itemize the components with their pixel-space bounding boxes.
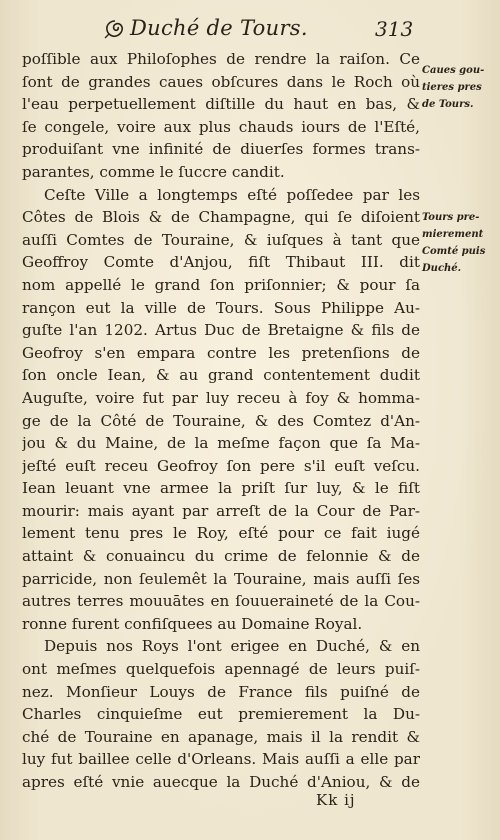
margin-note-line: Tours pre- — [422, 212, 480, 223]
text-line: Auguſte, voire fut par luy receu à foy & homma- — [22, 388, 420, 407]
text-line: ſont de grandes caues obſcures dans le Roch où — [22, 72, 420, 91]
text-line: parantes, comme le ſuccre candit. — [22, 162, 285, 181]
margin-note-line: Duché. — [422, 263, 462, 274]
text-line: nom appellé le grand ſon priſonnier; & pour ſa — [22, 275, 420, 294]
text-line: Geofroy s'en empara contre les pretenſions de — [22, 343, 420, 362]
text-line: parricide, non ſeulemêt la Touraine, mais auſſi ſes — [22, 569, 420, 588]
text-line: apres eſté vnie auecque la Duché d'Aniou, & de — [22, 773, 420, 791]
text-line: mourir: mais ayant par arreſt de la Cour de Par- — [22, 501, 420, 520]
text-line: luy fut baillee celle d'Orleans. Mais auſſi a elle par — [22, 750, 420, 769]
text-line: rançon eut la ville de Tours. Sous Philippe Au- — [22, 298, 420, 317]
page-number: 313 — [375, 17, 414, 41]
text-line: ſe congele, voire aux plus chauds iours de l'Eſté, — [22, 117, 420, 136]
text-line: Côtes de Blois & de Champagne, qui ſe diſoient — [22, 208, 420, 227]
running-title-text: Duché de Tours. — [130, 16, 308, 40]
margin-note-line: Comté puis — [422, 246, 486, 257]
text-line: jou & du Maine, de la meſme façon que ſa Ma- — [22, 434, 420, 453]
text-line: Ceſte Ville a longtemps eſté poſſedee par les — [44, 185, 420, 204]
text-line: guſte l'an 1202. Artus Duc de Bretaigne & fils de — [22, 321, 420, 340]
text-line: auſſi Comtes de Touraine, & iuſques à tant que — [22, 230, 420, 249]
text-line: ont meſmes quelquefois apennagé de leurs puiſ- — [22, 660, 420, 679]
text-line: l'eau perpetuellement diſtille du haut en bas, & — [22, 95, 420, 114]
text-line: ché de Touraine en apanage, mais il la rendit & — [22, 727, 420, 746]
text-line: Iean leuant vne armee la priſt ſur luy, & le fiſt — [22, 479, 420, 498]
running-title — [100, 16, 308, 40]
text-line: ge de la Côté de Touraine, & des Comtez d'An- — [22, 411, 420, 430]
text-line: Charles cinquieſme eut premierement la Du- — [22, 705, 420, 724]
margin-note-line: tieres pres — [422, 82, 482, 93]
text-line: jeſté euſt receu Geofroy ſon pere s'il euſt veſcu. — [22, 456, 420, 475]
main-text-block — [22, 48, 420, 794]
margin-note-line: de Tours. — [422, 99, 474, 110]
text-line: attaint & conuaincu du crime de felonnie & de — [22, 547, 420, 566]
page-header — [0, 16, 470, 46]
text-line: ſon oncle Iean, & au grand contentement dudit — [22, 366, 420, 385]
text-line: poſſible aux Philoſophes de rendre la raiſon. Ce — [22, 50, 420, 68]
text-line: ronne furent confiſquees au Domaine Royal. — [22, 614, 363, 633]
margin-note-line: Caues gou- — [422, 65, 485, 76]
text-line: Geoffroy Comte d'Anjou, fiſt Thibaut III. dit — [22, 253, 420, 272]
text-line: lement tenu pres le Roy, eſté pour ce fait iugé — [22, 524, 420, 543]
margin-note-caves — [422, 62, 492, 113]
signature-mark: Kk ij — [316, 791, 356, 809]
text-line: autres terres mouuātes en ſouueraineté de la Cou- — [22, 592, 420, 611]
margin-note-tours-comte — [422, 209, 492, 277]
text-line: nez. Monſieur Louys de France fils puiſné de — [22, 682, 420, 701]
text-line: Depuis nos Roys l'ont erigee en Duché, & en — [44, 637, 420, 656]
margin-note-line: mierement — [422, 229, 484, 240]
text-line: produiſant vne infinité de diuerſes formes trans- — [22, 140, 420, 159]
